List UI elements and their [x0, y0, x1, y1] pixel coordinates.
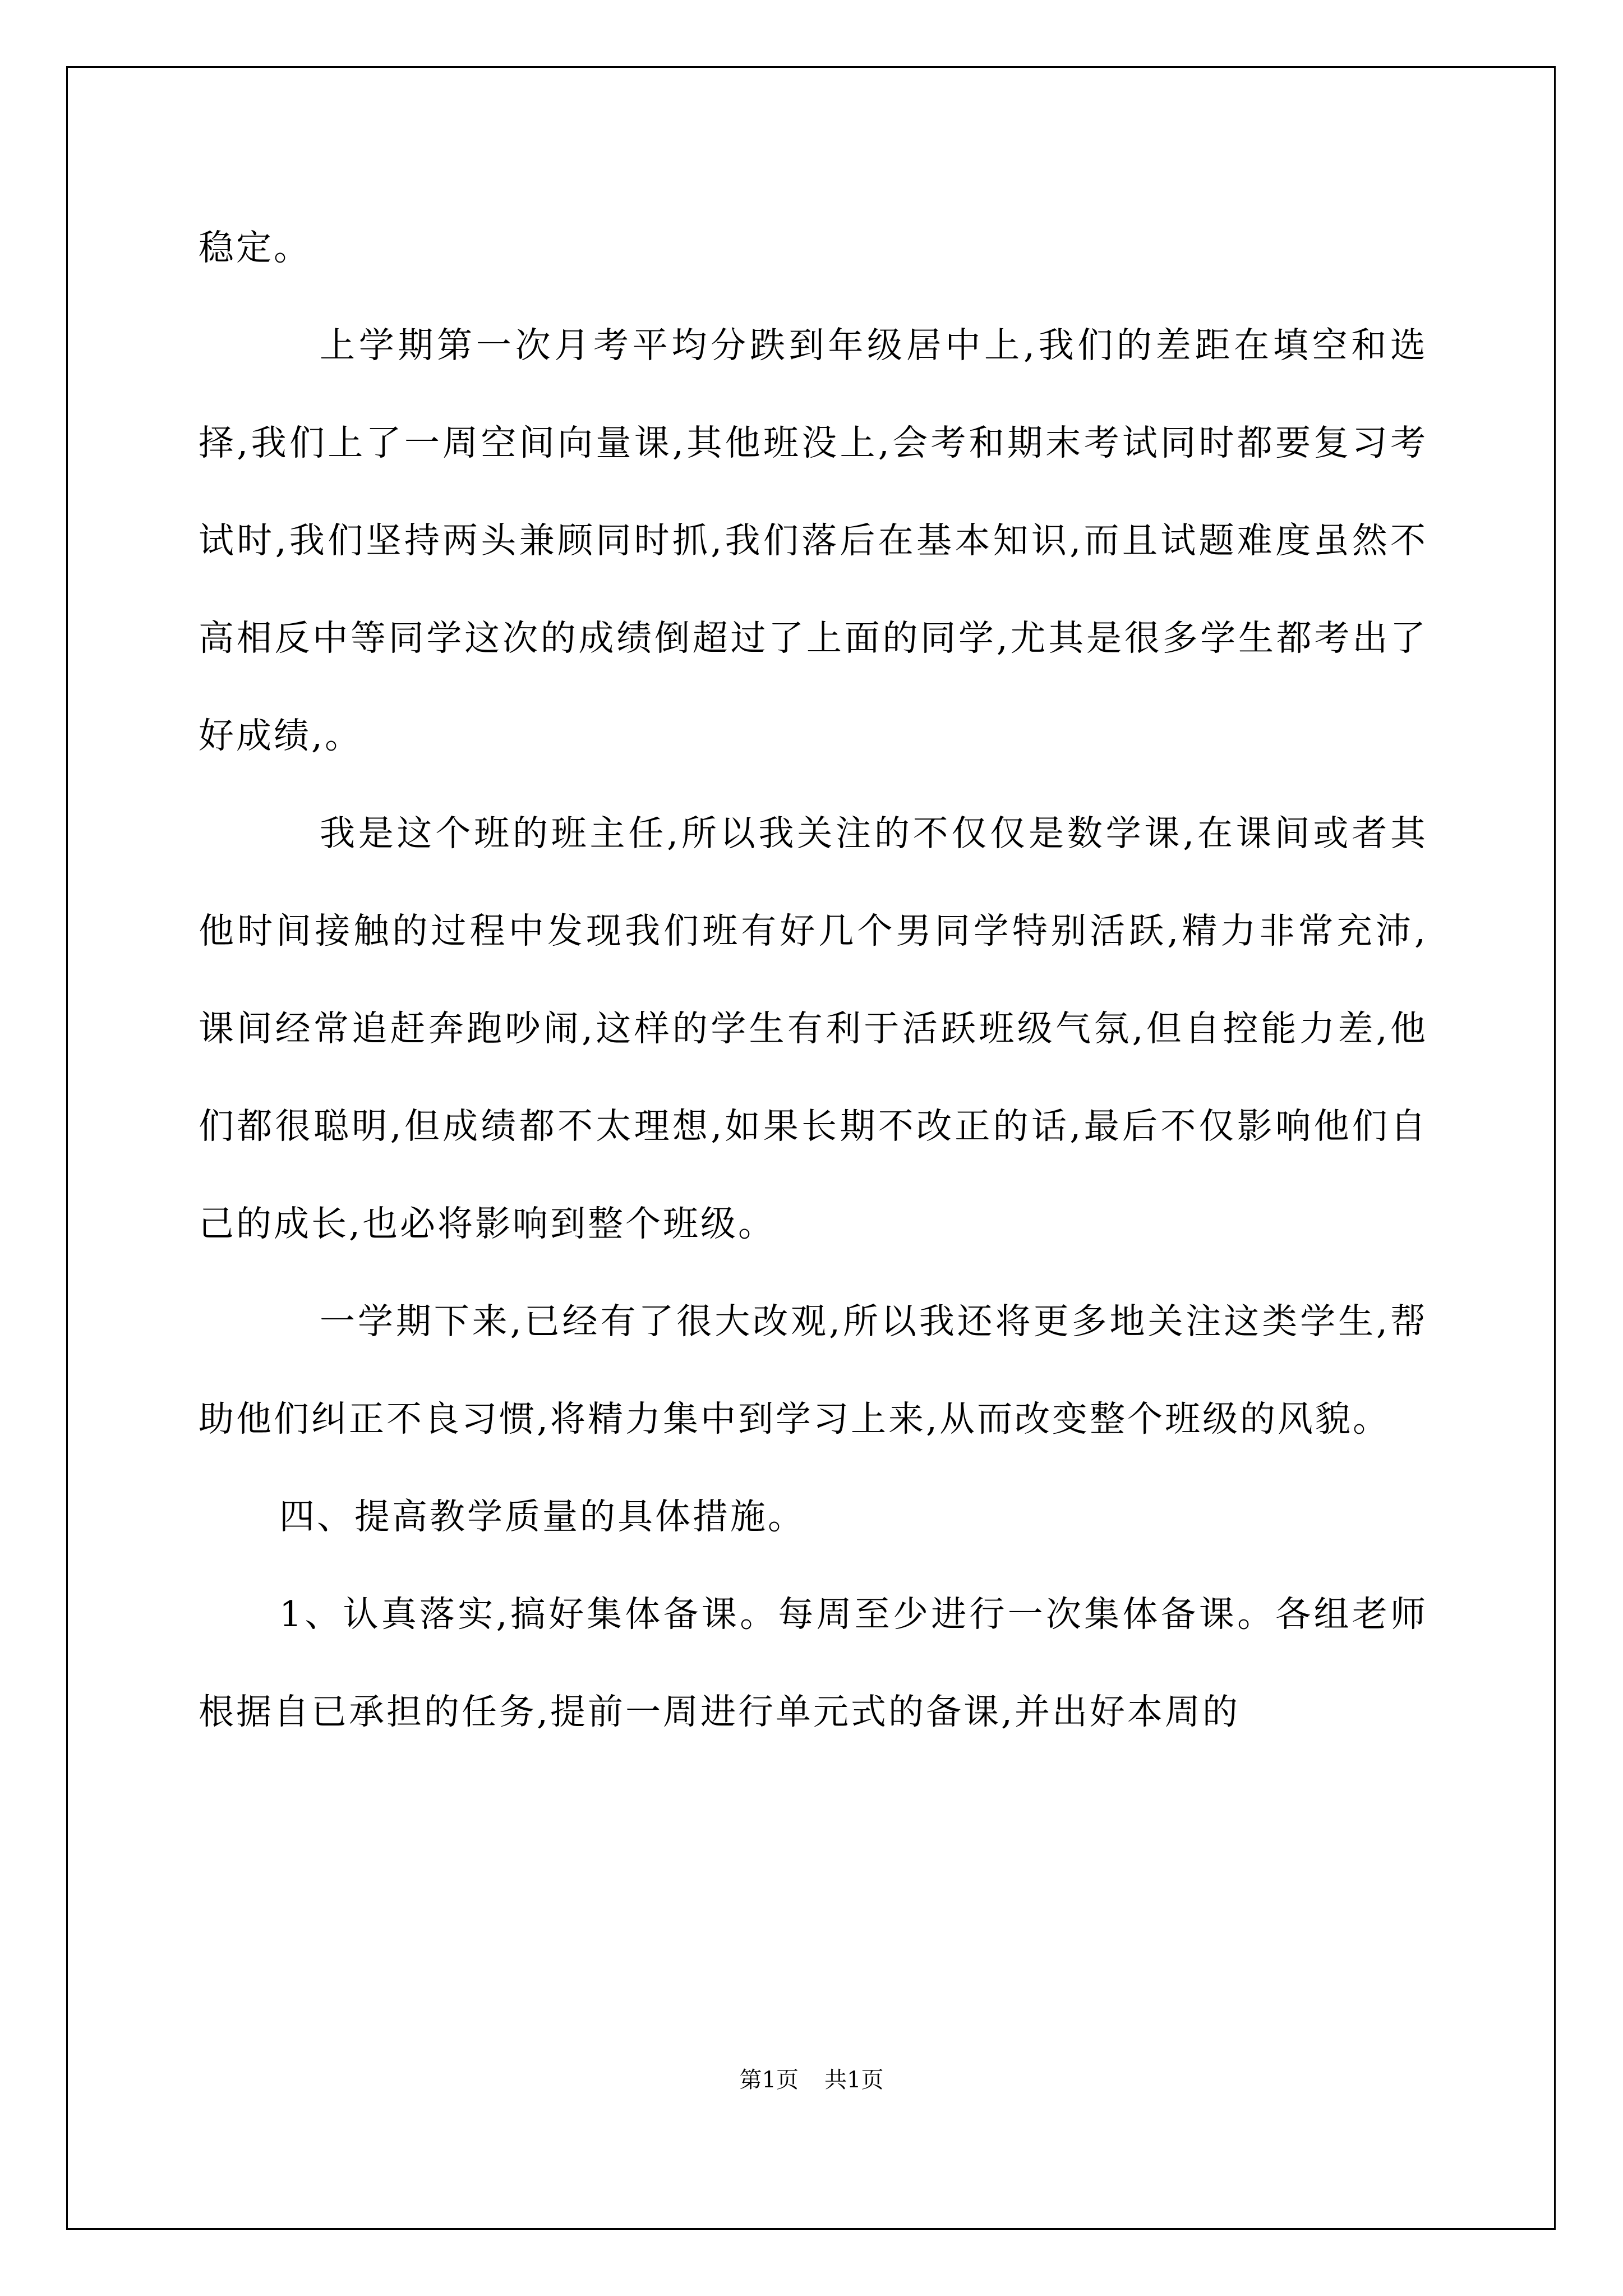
paragraph: 上学期第一次月考平均分跌到年级居中上,我们的差距在填空和选择,我们上了一周空间向量课,其他班没上,会考和期末考试同时都要复习考试时,我们坚持两头兼顾同时抓,我们落后在基本知识,而且试题难度虽然不高相反中等同学这次的成绩倒超过了上面的同学,尤其是很多学生都考出了好成绩,。: [199, 325, 1428, 756]
paragraph: 1、认真落实,搞好集体备课。每周至少进行一次集体备课。各组老师根据自已承担的任务,提前一周进行单元式的备课,并出好本周的: [199, 1594, 1428, 1732]
page-number: 第1页: [739, 2067, 799, 2093]
section-heading: 四、提高教学质量的具体措施。: [279, 1496, 805, 1537]
page-footer: [0, 2066, 1623, 2094]
paragraph: 一学期下来,已经有了很大改观,所以我还将更多地关注这类学生,帮助他们纠正不良习惯,将精力集中到学习上来,从而改变整个班级的风貌。: [199, 1301, 1428, 1439]
paragraph: 我是这个班的班主任,所以我关注的不仅仅是数学课,在课间或者其他时间接触的过程中发现我们班有好几个男同学特别活跃,精力非常充沛,课间经常追赶奔跑吵闹,这样的学生有利于活跃班级气氛,但自控能力差,他们都很聪明,但成绩都不太理想,如果长期不改正的话,最后不仅影响他们自己的成长,也必将影响到整个班级。: [199, 813, 1428, 1244]
document-body: [199, 199, 1428, 1761]
page-total: 共1页: [824, 2067, 884, 2093]
paragraph: 稳定。: [199, 227, 311, 268]
